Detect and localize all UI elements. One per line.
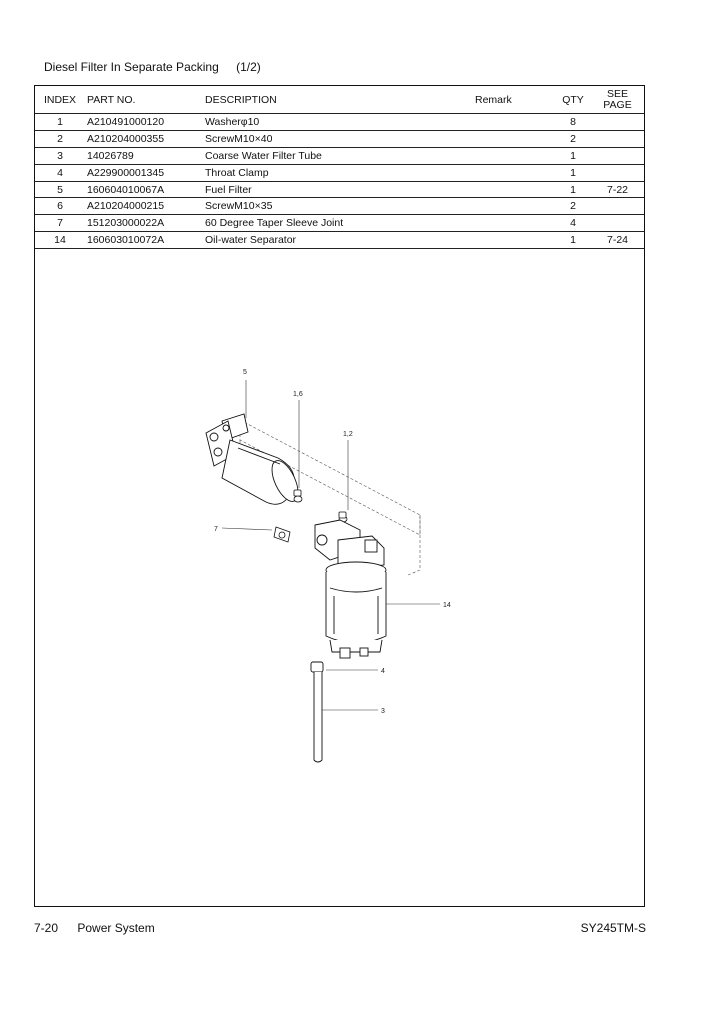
cell-index: 4 [35, 164, 85, 181]
cell-part-no: 160603010072A [85, 232, 205, 249]
water-filter-tube-part [311, 662, 323, 762]
cell-qty: 2 [555, 198, 591, 215]
callout-5: 5 [243, 369, 247, 376]
cell-see-page: 7-24 [591, 232, 644, 249]
cell-part-no: 160604010067A [85, 181, 205, 198]
col-part-no-header: PART NO. [85, 86, 205, 114]
cell-description: Coarse Water Filter Tube [205, 147, 475, 164]
cell-description: 60 Degree Taper Sleeve Joint [205, 215, 475, 232]
callout-7: 7 [214, 526, 218, 533]
cell-part-no: A229900001345 [85, 164, 205, 181]
cell-part-no: A210204000215 [85, 198, 205, 215]
cell-description: Fuel Filter [205, 181, 475, 198]
cell-index: 2 [35, 130, 85, 147]
cell-qty: 8 [555, 114, 591, 131]
cell-see-page: 7-22 [591, 181, 644, 198]
cell-qty: 1 [555, 147, 591, 164]
callout-4: 4 [381, 668, 385, 675]
footer-section: Power System [77, 921, 155, 935]
cell-qty: 1 [555, 181, 591, 198]
see-page-line1: SEE [606, 87, 628, 100]
cell-qty: 1 [555, 164, 591, 181]
cell-part-no: 151203000022A [85, 215, 205, 232]
callout-14: 14 [443, 602, 451, 609]
footer-model: SY245TM-S [580, 921, 646, 935]
cell-index: 14 [35, 232, 85, 249]
col-qty-header: QTY [555, 86, 591, 114]
cell-part-no: 14026789 [85, 147, 205, 164]
footer-page-number: 7-20 [34, 921, 59, 935]
callout-1-2: 1,2 [343, 431, 353, 438]
cell-description: ScrewM10×40 [205, 130, 475, 147]
cell-index: 1 [35, 114, 85, 131]
cell-part-no: A210204000355 [85, 130, 205, 147]
callout-3: 3 [381, 708, 385, 715]
cell-qty: 4 [555, 215, 591, 232]
page-fraction: (1/2) [236, 60, 261, 74]
cell-qty: 1 [555, 232, 591, 249]
taper-sleeve-joint-part [274, 527, 290, 542]
col-description-header: DESCRIPTION [205, 86, 475, 114]
cell-index: 5 [35, 181, 85, 198]
cell-index: 7 [35, 215, 85, 232]
callout-1-6: 1,6 [293, 391, 303, 398]
cell-description: ScrewM10×35 [205, 198, 475, 215]
cell-description: Throat Clamp [205, 164, 475, 181]
col-remark-header: Remark [475, 86, 555, 114]
cell-index: 6 [35, 198, 85, 215]
cell-description: Washerφ10 [205, 114, 475, 131]
page-title-text: Diesel Filter In Separate Packing [44, 60, 219, 74]
cell-description: Oil-water Separator [205, 232, 475, 249]
col-index-header: INDEX [35, 86, 85, 114]
cell-qty: 2 [555, 130, 591, 147]
see-page-line2: PAGE [603, 98, 632, 111]
footer-left [34, 921, 155, 935]
oil-water-separator-part [315, 520, 386, 658]
cell-index: 3 [35, 147, 85, 164]
screw-washer-parts [294, 490, 347, 522]
cell-part-no: A210491000120 [85, 114, 205, 131]
